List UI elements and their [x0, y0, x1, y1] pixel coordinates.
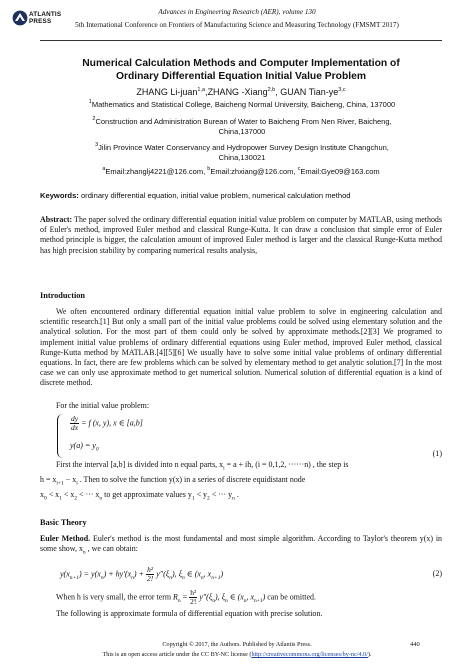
equation-1-line-1: $\frac{dy}{dx}$ = f (x, y), x ∈ [a,b] [71, 414, 143, 432]
abstract-text: The paper solved the ordinary differential equation initial value problem on computer by MATLAB, using methods of Euler's method, improved Euler method and classical Runge-Kutta. It can draw a conclusion that simple error of Euler method principle is bigger, the calculation amount of improved Euler method is larger and the classical Runge-Kutta method has high precision stability by comparing numerical results analysis, [40, 215, 442, 255]
intro-paragraph-1: We often encountered ordinary differential equation initial value problem to solve in engineering calculation and scientific research.[1] But only a small part of the initial value problems could be solved using elementary solution and the analytical solution. For the most part of them could only be solved by approximate methods.[2][3] We programed to implement initial value problems of ordinary differential equations using Euler method, improved Euler method, classical Runge-Kutta method by MATLAB.[4][5][6] We usually have to solve some initial value problems of ordinary differential equations. In fact, there are few problems which can be solved by elementary method to get analytic solution.[7] In the most case we can only use approximate method to get numerical solution. Numerical solution of differential equation is a kind of discrete method. [40, 307, 442, 388]
intro-paragraph-2: For the initial value problem: [56, 401, 150, 410]
author-1-sup: 1,a [197, 87, 206, 93]
email-a: Email:zhanglj4221@126.com, [105, 167, 208, 176]
abstract [40, 215, 442, 256]
author-1: ZHANG Li-juan [136, 87, 198, 97]
keywords-label: Keywords: [40, 191, 79, 200]
intro-paragraph-3-line-3: $x_0 < x_1 < x_2$ < ··· $x_n$ to get approximate values $y_1 < y_2$ < ··· $y_n$ . [40, 490, 239, 502]
intro-paragraph-3-line-2: $h = x_{i+1} - x_i$ . Then to solve the function y(x) in a series of discrete equidistant node [40, 475, 306, 487]
title-line-1: Numerical Calculation Methods and Computer Implementation of [82, 58, 400, 69]
euler-method-label: Euler Method. [40, 534, 91, 543]
title-line-2: Ordinary Differential Equation Initial Value Problem [115, 70, 367, 82]
basic-paragraph-1: Euler Method. Euler's method is the most fundamental and most simple algorithm. According to Taylor's theorem y(x) in some show, $x_n$ , we can obtain: [40, 534, 442, 556]
section-heading-introduction: Introduction [40, 291, 86, 300]
keywords [40, 191, 442, 201]
equation-2-number: (2) [432, 569, 442, 578]
intro-paragraph-3-line-1: First the interval [a,b] is divided into n equal parts, $x_i = a$ + ih, (i = 0,1,2, ······n) , the step is [56, 460, 349, 472]
basic-paragraph-3: The following is approximate formula of differential equation with precise solution. [56, 609, 323, 618]
section-heading-basic-theory: Basic Theory [40, 518, 87, 527]
keywords-text: ordinary differential equation, initial value problem, numerical calculation method [78, 191, 351, 200]
paper-title [40, 58, 442, 83]
affiliation-2: $^2$Construction and Administration Burean of Water to Baicheng From Nen River, Baicheng, China,137000 [92, 116, 392, 136]
equation-brace [57, 414, 66, 458]
conference-header: 5th International Conference on Frontiers of Manufacturing Science and Measuring Technology (FMSMT 2017) [75, 21, 399, 29]
email-b: Email:zhxiang@126.com, [210, 167, 298, 176]
basic-paragraph-2: When h is very small, the error term $R_n$ = $\frac{\text{h²}}{2!}$ $y''(\xi_n)$, $\xi_n$ ∈ ($x_n$, $x_{n+1}$) can be omitted. [56, 588, 316, 606]
logo-text-atlantis: ATLANTIS [29, 11, 62, 18]
equation-1-number: (1) [432, 449, 442, 458]
equation-1-line-2: $y(a) = y_0$ [70, 441, 99, 453]
author-3: GUAN Tian-ye [280, 87, 339, 97]
equation-2: $y(x_{n+1}) = y(x_n) + hy'(x_n)$ + $\frac{\text{h²}}{2!}$ $y''(\xi_n)$, $\xi_n$ ∈ ($x_n$, $x_{n+1}$) [60, 565, 224, 583]
footer-copyright: Copyright © 2017, the Authors. Published by Atlantis Press. [162, 641, 312, 648]
page-number: 440 [410, 641, 420, 648]
author-3-sup: 3,c [338, 87, 346, 93]
affiliation-3: $^3$Jilin Province Water Conservancy and Hydropower Survey Design Institute Changchun, China,130021 [95, 142, 389, 162]
author-2-sup: 2,b [267, 87, 276, 93]
abstract-label: Abstract: [40, 215, 73, 224]
logo-text-press: PRESS [29, 18, 52, 25]
header-divider [40, 40, 442, 41]
journal-header: Advances in Engineering Research (AER), volume 130 [158, 8, 316, 16]
email-c: Email:Gye09@163.com [300, 167, 380, 176]
affiliation-1: $^1$Mathematics and Statistical College, Baicheng Normal University, Baicheng, China, 137000 [88, 99, 396, 109]
license-link[interactable]: http://creativecommons.org/licenses/by-nc/4.0/ [251, 651, 368, 658]
author-emails: $^a$Email:zhanglj4221@126.com, $^b$Email:zhxiang@126.com, $^c$Email:Gye09@163.com [102, 166, 380, 176]
author-list: ZHANG Li-juan$^{1,a}$,ZHANG -Xiang$^{2,b}$, GUAN Tian-ye$^{3,c}$ [136, 87, 346, 97]
footer-license: This is an open access article under the CC BY-NC license (http://creativecommons.org/licenses/by-nc/4.0/). [102, 651, 372, 658]
author-2: ZHANG -Xiang [207, 87, 268, 97]
